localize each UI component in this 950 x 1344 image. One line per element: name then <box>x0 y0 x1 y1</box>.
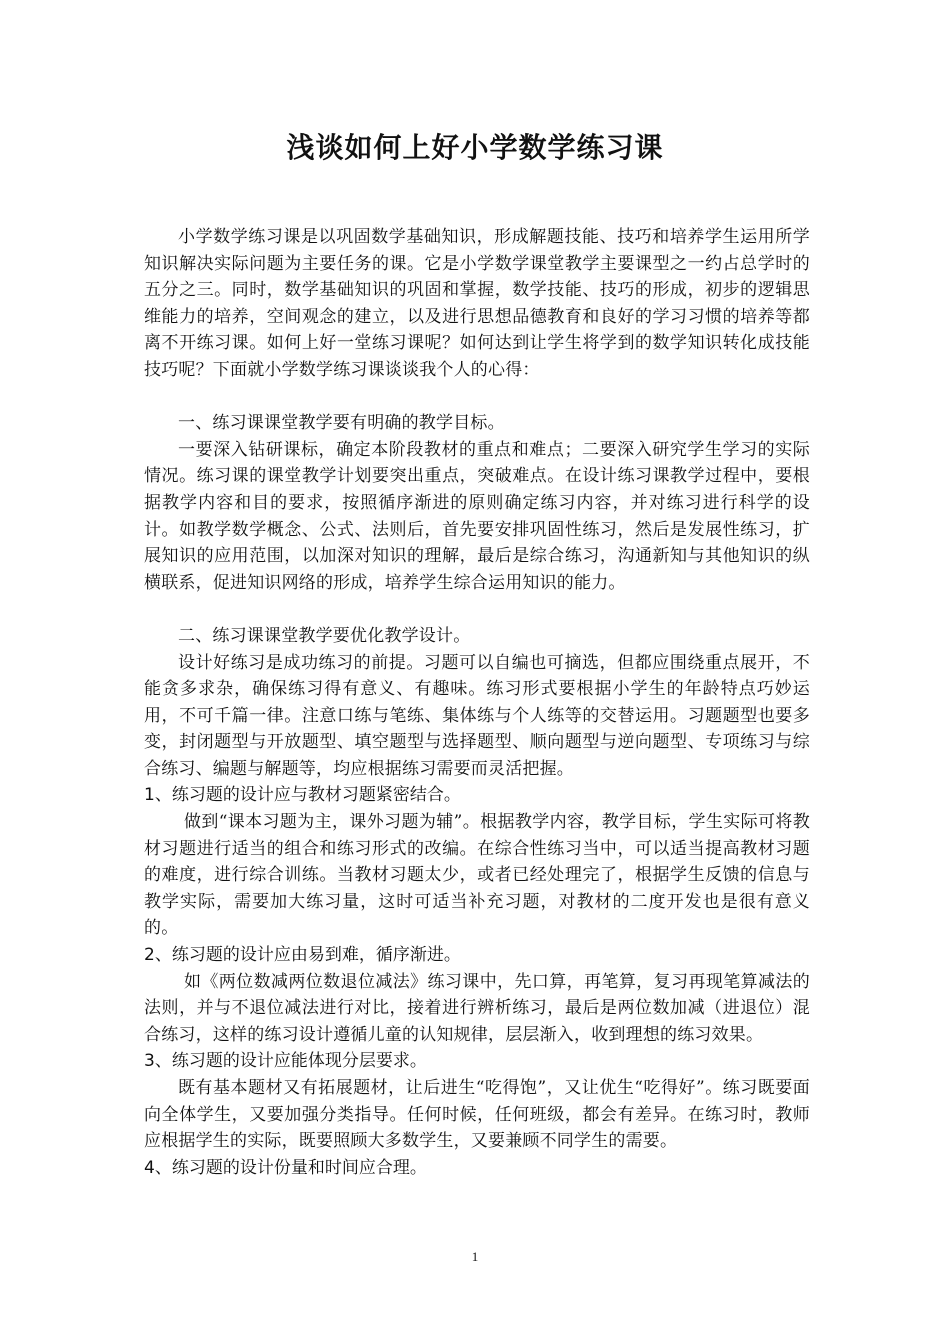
intro-paragraph: 小学数学练习课是以巩固数学基础知识，形成解题技能、技巧和培养学生运用所学知识解决实际问题为主要任务的课。它是小学数学课堂教学主要课型之一约占总学时的五分之三。同时，数学基础知识的巩固和掌握，数学技能、技巧的形成，初步的逻辑思维能力的培养，空间观念的建立，以及进行思想品德教育和良好的学习习惯的培养等都离不开练习课。如何上好一堂练习课呢？如何达到让学生将学到的数学知识转化成技能技巧呢？下面就小学数学练习课谈谈我个人的心得： <box>144 227 810 380</box>
document-title: 浅谈如何上好小学数学练习课 <box>286 131 664 164</box>
section-2-heading: 二、练习课课堂教学要优化教学设计。 <box>178 625 471 646</box>
section-2-paragraph: 设计好练习是成功练习的前提。习题可以自编也可摘选，但都应围绕重点展开，不能贪多求杂，确保练习得有意义、有趣味。练习形式要根据小学生的年龄特点巧妙运用，不可千篇一律。注意口练与笔练、集体练与个人练等的交替运用。习题题型也要多变，封闭题型与开放题型、填空题型与选择题型、顺向题型与逆向题型、专项练习与综合练习、编题与解题等，均应根据练习需要而灵活把握。 <box>144 652 810 779</box>
page-number: 1 <box>471 1249 479 1264</box>
paragraph-gap <box>144 596 810 623</box>
section-1-paragraph: 一要深入钻研课标，确定本阶段教材的重点和难点；二要深入研究学生学习的实际情况。练习课的课堂教学计划要突出重点，突破难点。在设计练习课教学过程中，要根据教学内容和目的要求，按照循序渐进的原则确定练习内容，并对练习进行科学的设计。如教学数学概念、公式、法则后，首先要安排巩固性练习，然后是发展性练习，扩展知识的应用范围，以加深对知识的理解，最后是综合练习，沟通新知与其他知识的纵横联系，促进知识网络的形成，培养学生综合运用知识的能力。 <box>144 439 810 593</box>
document-body <box>144 224 810 1181</box>
item-2-paragraph: 如《两位数减两位数退位减法》练习课中，先口算，再笔算，复习再现笔算减法的法则，并与不退位减法进行对比，接着进行辨析练习，最后是两位数加减（进退位）混合练习，这样的练习设计遵循儿童的认知规律，层层渐入，收到理想的练习效果。 <box>144 971 810 1045</box>
item-3-paragraph: 既有基本题材又有拓展题材，让后进生“吃得饱”，又让优生“吃得好”。练习既要面向全体学生，又要加强分类指导。任何时候，任何班级，都会有差异。在练习时，教师应根据学生的实际，既要照顾大多数学生，又要兼顾不同学生的需要。 <box>144 1078 810 1152</box>
item-3-heading: 3、练习题的设计应能体现分层要求。 <box>144 1051 427 1072</box>
item-1-heading: 1、练习题的设计应与教材习题紧密结合。 <box>144 785 461 806</box>
item-1-paragraph: 做到“课本习题为主，课外习题为辅”。根据教学内容，教学目标，学生实际可将教材习题进行适当的组合和练习形式的改编。在综合性练习当中，可以适当提高教材习题的难度，进行综合训练。当教材习题太少，或者已经处理完了，根据学生反馈的信息与教学实际，需要加大练习量，这时可适当补充习题，对教材的二度开发也是很有意义的。 <box>144 812 810 939</box>
section-1-heading: 一、练习课课堂教学要有明确的教学目标。 <box>178 413 505 434</box>
item-4-heading: 4、练习题的设计份量和时间应合理。 <box>144 1157 427 1178</box>
item-2-heading: 2、练习题的设计应由易到难，循序渐进。 <box>144 945 461 966</box>
paragraph-gap <box>144 384 810 411</box>
